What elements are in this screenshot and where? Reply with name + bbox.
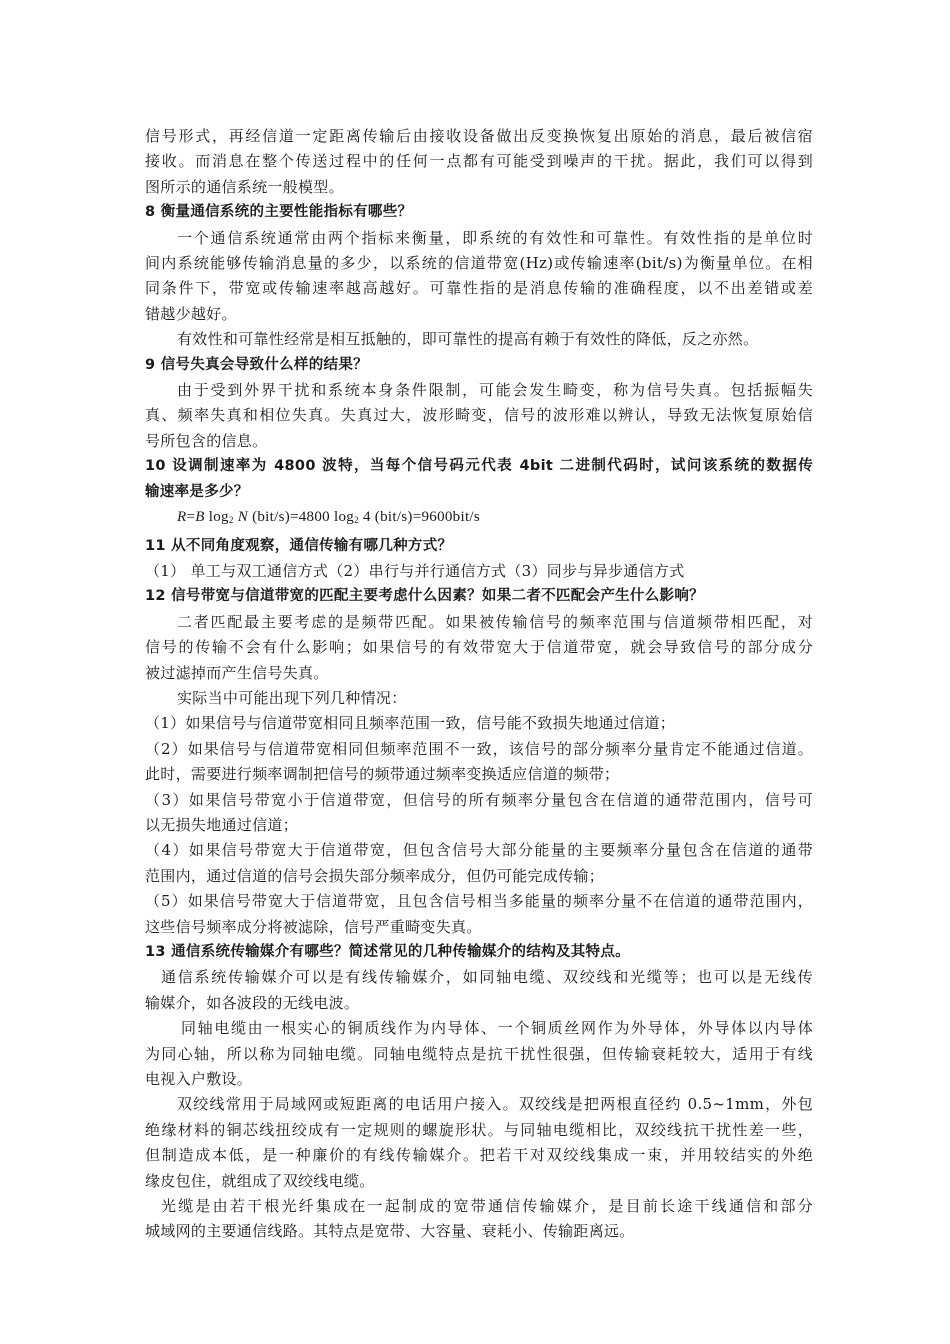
data-rate-formula xyxy=(145,505,813,533)
text-line: 缘皮包住，就组成了双绞线电缆。 xyxy=(145,1171,375,1190)
formula-text: (bit/s)=4800 log xyxy=(248,509,355,526)
formula-symbol: N xyxy=(237,509,249,526)
text-line: 城域网的主要通信线路。其特点是宽带、大容量、衰耗小、传输距离远。 xyxy=(145,1222,635,1241)
answer-paragraph-13d xyxy=(145,1194,813,1245)
list-item: （1）如果信号与信道带宽相同且频率范围一致，信号能不致损失地通过信道； xyxy=(145,714,676,733)
text-line: 电视入户敷设。 xyxy=(145,1070,253,1089)
text-line: 被过滤掉而产生信号失真。 xyxy=(145,663,329,682)
formula-symbol: B xyxy=(195,509,205,526)
list-item-continued: 这些信号频率成分将被滤除，信号严重畸变失真。 xyxy=(145,917,482,936)
answer-paragraph-12b: 实际当中可能出现下列几种情况： xyxy=(177,688,407,707)
intro-paragraph xyxy=(145,124,813,200)
text-line: 一个通信系统通常由两个指标来衡量，即系统的有效性和可靠性。有效性指的是单位时 xyxy=(177,228,813,247)
list-item-continued: 范围内，通过信道的信号会损失部分频率成分，但仍可能完成传输； xyxy=(145,866,605,885)
text-line: 号所包含的信息。 xyxy=(145,431,268,450)
question-heading-8: 8 衡量通信系统的主要性能指标有哪些？ xyxy=(145,204,413,221)
list-item: （5）如果信号带宽大于信道带宽，且包含信号相当多能量的频率分量不在信道的通带范围内， xyxy=(145,892,813,911)
text-line: 接收。而消息在整个传送过程中的任何一点都有可能受到噪声的干扰。据此，我们可以得到 xyxy=(145,152,813,171)
list-item-continued: 以无损失地通过信道； xyxy=(145,815,299,834)
answer-paragraph-11: （1） 单工与双工通信方式（2）串行与并行通信方式（3）同步与异步通信方式 xyxy=(145,561,685,580)
formula-subscript: 2 xyxy=(354,515,359,526)
question-heading-11: 11 从不同角度观察，通信传输有哪几种方式？ xyxy=(145,537,453,554)
formula-text: 4 (bit/s)=9600bit/s xyxy=(358,509,481,526)
document-body xyxy=(145,124,813,1245)
answer-paragraph-8a xyxy=(145,226,813,328)
text-line: 信号的传输不会有什么影响；如果信号的有效带宽大于信道带宽，就会导致信号的部分成分 xyxy=(145,638,813,657)
formula-text: log xyxy=(204,509,229,526)
list-item: （4）如果信号带宽大于信道带宽，但包含信号大部分能量的主要频率分量包含在信道的通带 xyxy=(145,841,813,860)
question-heading-12: 12 信号带宽与信道带宽的匹配主要考虑什么因素？如果二者不匹配会产生什么影响？ xyxy=(145,588,704,605)
text-line: 真、频率失真和相位失真。失真过大，波形畸变，信号的波形难以辨认，导致无法恢复原始信 xyxy=(145,406,813,425)
list-item: （2）如果信号与信道带宽相同但频率范围不一致，该信号的部分频率分量肯定不能通过信道。 xyxy=(145,739,813,758)
formula-subscript: 2 xyxy=(228,515,234,526)
text-line: 由于受到外界干扰和系统本身条件限制，可能会发生畸变，称为信号失真。包括振幅失 xyxy=(177,381,813,400)
text-line: 光缆是由若干根光纤集成在一起制成的宽带通信传输媒介，是目前长途干线通信和部分 xyxy=(161,1197,813,1216)
text-line: 通信系统传输媒介可以是有线传输媒介，如同轴电缆、双绞线和光缆等；也可以是无线传 xyxy=(161,968,813,987)
question-heading-13: 13 通信系统传输媒介有哪些？简述常见的几种传输媒介的结构及其特点。 xyxy=(145,944,630,960)
text-line: 二者匹配最主要考虑的是频带匹配。如果被传输信号的频率范围与信道频带相匹配，对 xyxy=(177,612,813,631)
answer-paragraph-13a xyxy=(145,965,813,1016)
text-line: 间内系统能够传输消息量的多少，以系统的信道带宽(Hz)或传输速率(bit/s)为衡量单位。在相 xyxy=(145,254,813,273)
answer-paragraph-13c xyxy=(145,1092,813,1194)
answer-paragraph-8b: 有效性和可靠性经常是相互抵触的，即可靠性的提高有赖于有效性的降低，反之亦然。 xyxy=(177,330,759,349)
text-line: 但制造成本低，是一种廉价的有线传输媒介。把若干对双绞线集成一束，并用较结实的外绝 xyxy=(145,1146,813,1165)
text-line: 输速率是多少？ xyxy=(145,483,249,500)
answer-paragraph-12a xyxy=(145,610,813,686)
text-line: 输媒介，如各波段的无线电波。 xyxy=(145,993,360,1012)
answer-paragraph-9 xyxy=(145,378,813,454)
text-line: 同条件下，带宽或传输速率越高越好。可靠性指的是消息传输的准确程度，以不出差错或差 xyxy=(145,279,813,298)
answer-paragraph-13b xyxy=(145,1016,813,1092)
text-line: 10 设调制速率为 4800 波特，当每个信号码元代表 4bit 二进制代码时，试问该系统的数据传 xyxy=(145,458,813,475)
text-line: 信号形式，再经信道一定距离传输后由接收设备做出反变换恢复出原始的消息，最后被信宿 xyxy=(145,127,813,145)
text-line: 图所示的通信系统一般模型。 xyxy=(145,177,344,196)
text-line: 双绞线常用于局域网或短距离的电话用户接入。双绞线是把两根直径约 0.5~1mm，外包 xyxy=(177,1095,813,1114)
formula-text: = xyxy=(186,509,196,526)
text-line: 同轴电缆由一根实心的铜质线作为内导体、一个铜质丝网作为外导体，外导体以内导体 xyxy=(181,1019,813,1038)
text-line: 绝缘材料的铜芯线扭绞成有一定规则的螺旋形状。与同轴电缆相比，双绞线抗干扰性差一些， xyxy=(145,1120,813,1139)
list-item: （3）如果信号带宽小于信道带宽，但信号的所有频率分量包含在信道的通带范围内，信号可 xyxy=(145,790,813,809)
formula-symbol: R xyxy=(177,509,187,526)
question-heading-10 xyxy=(145,454,813,505)
text-line: 为同心轴，所以称为同轴电缆。同轴电缆特点是抗干扰性很强，但传输衰耗较大，适用于有线 xyxy=(145,1044,813,1063)
list-item-continued: 此时，需要进行频率调制把信号的频带通过频率变换适应信道的频带； xyxy=(145,765,620,784)
question-heading-9: 9 信号失真会导致什么样的结果？ xyxy=(145,356,368,373)
text-line: 错越少越好。 xyxy=(145,304,237,323)
case-list xyxy=(145,711,813,940)
